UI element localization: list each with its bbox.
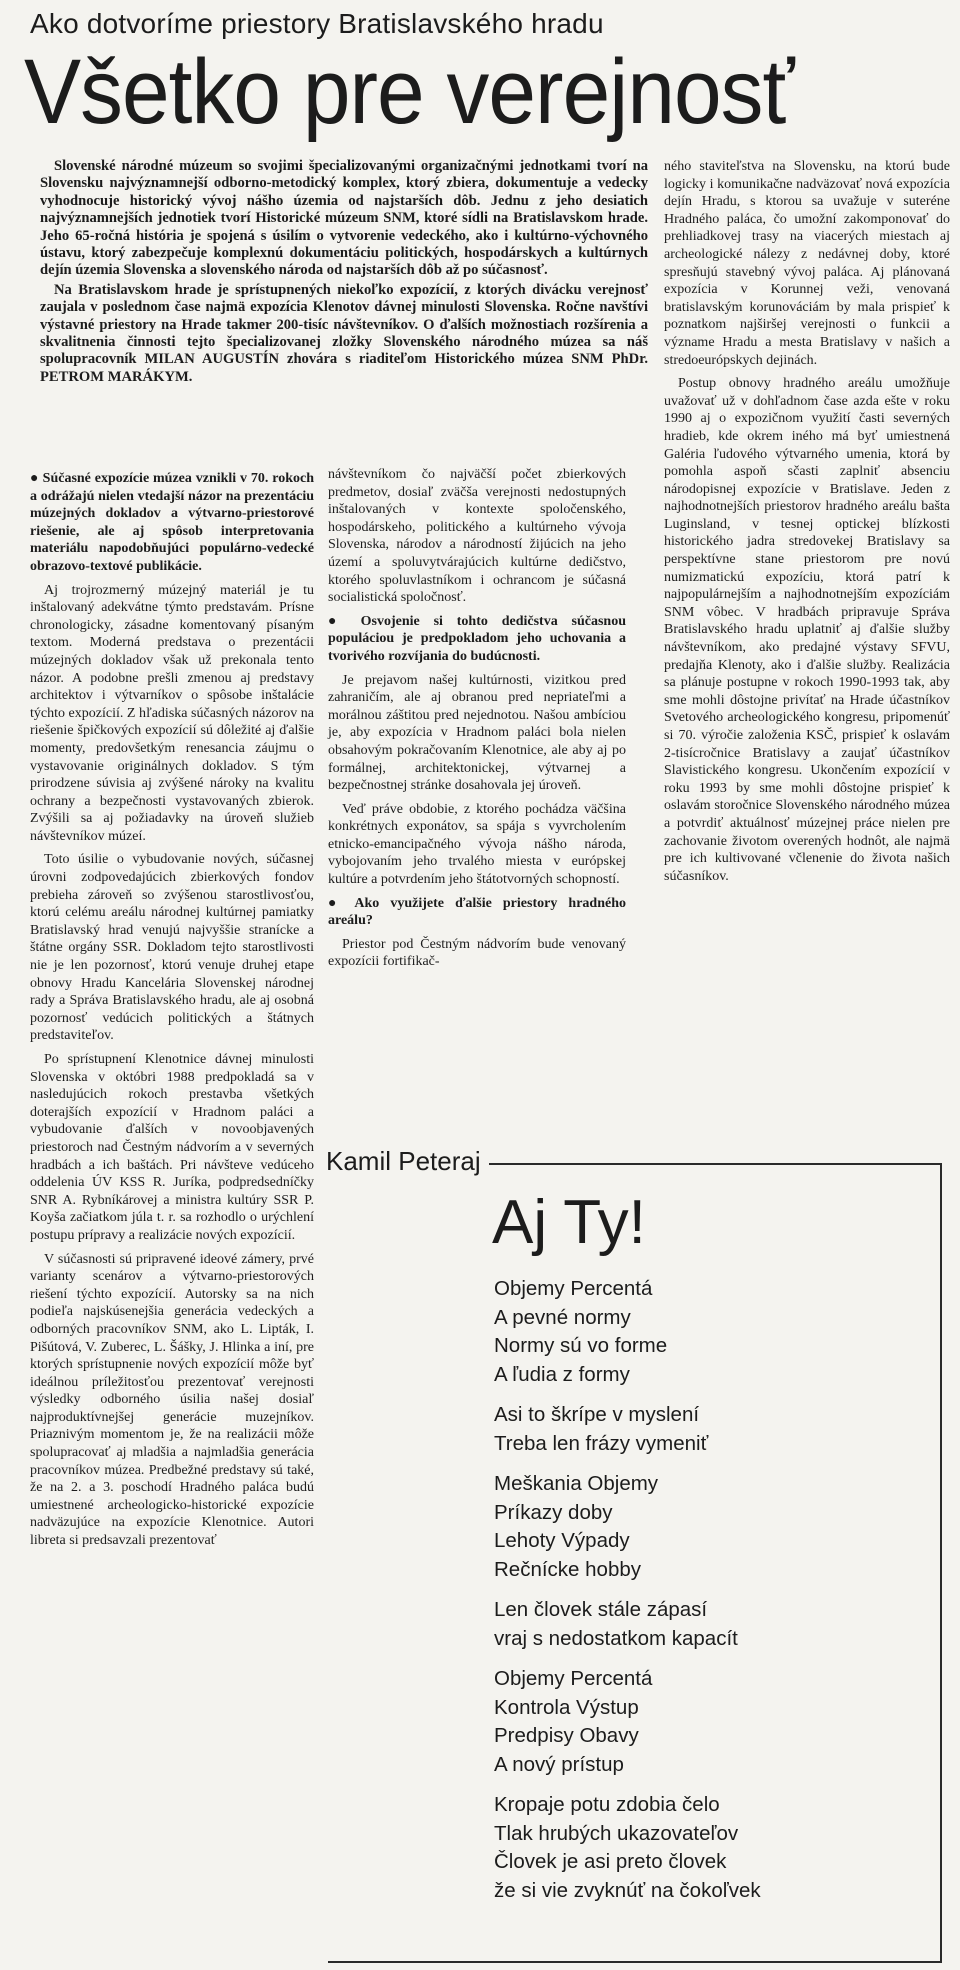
intro-paragraph: Slovenské národné múzeum so svojimi špecializovanými organizačnými jednotkami tvorí na Slovensku najvýznamnejší odborno-metodický komplex, ktorý zbiera, dokumentuje a vedecky vyhodnocuje historický vývoj nášho územia od najstarších dôb. Jednu z jeho desiatich najvýznamnejších jednotiek tvorí Historické múzeum SNM, ktoré sídli na Bratislavskom hrade. Jeho 65-ročná história je spojená s úsilím o vytvorenie vedeckého, ako i kultúrno-výchovného ústavu, ktorý zabezpečuje komplexnú dokumentáciu politických, hospodárskych a kultúrnych dejín územia Slovenska a slovenského národa od najstarších dôb až po súčasnosť. [40, 158, 648, 279]
body-paragraph: Po sprístupnení Klenotnice dávnej minulosti Slovenska v októbri 1988 predpokladá sa v nasledujúcich rokoch prestavba všetkých doterajších expozícií v Hradnom paláci a vybudovanie ďalších v novoobjavených priestoroch nad Čestným nádvorím a v severných hradbách a ich baštách. Pri návšteve vedúceho oddelenia ÚV KSS R. Juríka, podpredsedníčky SNR A. Rybníkárovej a ministra kultúry SSR P. Koyša začiatkom júla t. r. sa rozhodlo o urýchlení postupu prípravy a realizácie nových expozícií. [30, 1052, 314, 1243]
body-paragraph: návštevníkom čo najväčší počet zbierkových predmetov, dosiaľ zväčša verejnosti nedostupných inštalovaných v kontexte spoločenského, hospodárskeho, politického a kultúrneho vývoja Slovenska, národov a národností žijúcich na jeho území a spoluvytvárajúcich kultúrne dedičstvo, ktorého spoluvlastníkom i ochrancom je súčasná socialistická spoločnosť. [328, 467, 626, 606]
body-paragraph: ného staviteľstva na Slovensku, na ktorú bude logicky i komunikačne nadväzovať nová expozícia dejín Hradu, s ktorou sa uvažuje v suteréne Hradného paláca, čo umožní zakomponovať do prehliadkovej trasy na viacerých miestach aj archeologické nálezy z nedávnej doby, ktoré spresňujú stavebný vývoj paláca. Aj plánovaná expozícia v Korunnej veži, venovaná bratislavským korunováciám by mala prispieť k poznatkom najširšej verejnosti o funkcii a význame Hradu a mesta Bratislavy v našich a stredoeurópskych dejinách. [664, 159, 950, 368]
interview-question: ● Ako využijete ďalšie priestory hradného areálu? [328, 895, 626, 929]
body-paragraph: V súčasnosti sú pripravené ideové zámery, prvé varianty scenárov a výtvarno-priestorových riešení týchto expozícií. Autorsky sa na nich podieľa najskúsenejšia generácia vedeckých a odborných pracovníkov SNM, ako L. Lipták, I. Pišútová, V. Zubereс, L. Šášky, J. Hlinka a iní, pre ktorých sprístupnenie nových expozícií môže byť ideálnou príležitosťou prezentovať verejnosti výsledky odborného úsilia našej dosiaľ najproduktívnejšej generácie muzejníkov. Priaznivým momentom je, že na realizácii môže spolupracovať aj mladšia a najmladšia generácia pracovníkov múzea. Predbežné predstavy sú také, že na 2. a 3. poschodí Hradného paláca budú umiestnené archeologicko-historické expozície nadväzujúce na expozície Klenotnice. Autori libreta si predsavzali prezentovať [30, 1251, 314, 1549]
poem-line: A ľudia z formy [494, 1362, 630, 1386]
article-column-middle [328, 466, 626, 977]
poem-author: Kamil Peteraj [326, 1146, 489, 1177]
poem-line: A pevné normy [494, 1305, 631, 1329]
poem-line: že si vie zvyknúť na čokoľvek [494, 1878, 761, 1902]
article-column-right [664, 158, 950, 891]
poem-line: Kropaje potu zdobia čelo [494, 1793, 720, 1816]
poem-stanza [494, 1470, 934, 1584]
poem-line: Kontrola Výstup [494, 1695, 639, 1719]
poem-line: Treba len frázy vymeniť [494, 1431, 709, 1455]
poem-line: Tlak hrubých ukazovateľov [494, 1821, 739, 1845]
poem-stanza [494, 1275, 934, 1389]
poem-line: Lehoty Výpady [494, 1529, 630, 1552]
body-paragraph: Postup obnovy hradného areálu umožňuje uvažovať už v dohľadnom čase azda ešte v roku 1990 aj o expozičnom využití časti severných hradieb, kde okrem iného má byť umiestnená Galéria ľudového výtvarného umenia, ktorá by pomohla aspoň sčasti zaplniť absenciu národopisnej expozície v Bratislave. Jeden z najhodnotnejších priestorov hradného areálu bašta Luginsland, v tesnej optickej blízkosti historického jadra stredovekej Bratislavy sa perspektívne stane priestorom pre novú numizmatickú expozíciu, ktorá patrí k najpopulárnejším a najhodnotnejším expozíciám SNM vôbec. V hradbách pripravuje Správa Bratislavského hradu uplatniť aj ďalšie služby návštevníkom, ako predajné výstavy SFVU, predajňa Klenoty, ako i ďalšie služby. Realizácia sa plánuje postupne v rokoch 1990-1993 tak, aby sme mohli dôstojne privítať na Hrade účastníkov Svetového archeologického kongresu, pripomenúť si 70. výročie založenia KSČ, prispieť k oslavám 2-tisícročnice Bratislavy a zaujať účastníkov Slavistického kongresu. Ukončením expozícií v roku 1993 by sme mohli dôstojne prispieť k oslavám storočnice Slovenského národného múzea a potvrdiť aktuálnosť múzejnej práce nielen pre zachovanie životom overených hodnôt, ale najmä pre ich kultivované včlenenie do života našich súčasníkov. [664, 376, 950, 884]
body-paragraph: Aj trojrozmerný múzejný materiál je tu inštalovaný adekvátne týmto predstavám. Prísne chronologicky, zásadne komentovaný písaným textom. Moderná predstava o prezentácii múzejných dokladov však už prekonala tento názor. A podobne prešli zmenou aj predstavy architektov i výtvarníkov o spôsobe inštalácie týchto expozícií. Z hľadiska súčasných názorov na riešenie špičkových expozícií sú dôležité aj ďalšie momenty, predovšetkým renesancia záujmu o vystavovanie originálnych dokladov. S tým prirodzene súvisia aj zvýšené nároky na kvalitu ochrany a bezpečnosti vystavovaných zbierok. Zvýšili sa aj požiadavky na úroveň služieb návštevníkov múzeí. [30, 582, 314, 844]
article-intro [40, 158, 648, 388]
body-paragraph: Veď práve obdobie, z ktorého pochádza väčšina konkrétnych exponátov, sa spája s vyvrcholením etnicko-emancipačného vývoja nášho národa, vybojovaním jeho trvalého miesta v európskej kultúre a potvrdením jeho štátotvorných schopností. [328, 801, 626, 888]
body-paragraph: Priestor pod Čestným nádvorím bude venovaný expozícii fortifikač- [328, 936, 626, 970]
article-headline: Všetko pre verejnosť [24, 41, 794, 143]
poem-line: A nový prístup [494, 1752, 624, 1776]
poem-body [494, 1275, 934, 1917]
poem-line: Človek je asi preto človek [494, 1850, 727, 1873]
poem-line: Objemy Percentá [494, 1667, 653, 1690]
article-kicker: Ako dotvoríme priestory Bratislavského hradu [30, 8, 604, 39]
poem-line: Len človek stále zápasí [494, 1598, 708, 1621]
poem-line: Príkazy doby [494, 1500, 613, 1524]
poem-line: vraj s nedostatkom kapacít [494, 1626, 738, 1650]
poem-stanza [494, 1665, 934, 1779]
poem-line: Predpisy Obavy [494, 1724, 639, 1747]
interview-question: ● Súčasné expozície múzea vznikli v 70. rokoch a odrážajú nielen vtedajší názor na prezentáciu múzejných dokladov a výtvarno-priestorové riešenie, ale aj spôsob interpretovania materiálu napodobňujúci populárno-vedecké obrazovo-textové publikácie. [30, 471, 314, 574]
poem-line: Normy sú vo forme [494, 1334, 668, 1357]
body-paragraph: Je prejavom našej kultúrnosti, vizitkou pred zahraničím, ale aj obranou pred nepriateľmi a morálnou záštitou pred nejednotou. Našou ambíciou je, aby expozícia v Hradnom paláci bola nielen obsahovým pokračovaním Klenotnice, ale aby aj po formálnej, architektonickej, výtvarnej a bezpečnostnej stránke dosahovala jej úroveň. [328, 672, 626, 794]
poem-line: Objemy Percentá [494, 1277, 653, 1300]
poem-line: Asi to škrípe v myslení [494, 1403, 700, 1426]
body-paragraph: Toto úsilie o vybudovanie nových, súčasnej úrovni zodpovedajúcich zbierkových fondov prebieha zároveň so zvýšenou starostlivosťou, ktorú celému areálu národnej kultúrnej pamiatky Bratislavský hrad venujú najvyššie stranícke a štátne orgány SSR. Dokladom tejto starostlivosti nie je len pozornosť, ktorú venuje druhej etape obnovy Hradu Kancelária Slovenskej národnej rady a Správa Bratislavského hradu, ale aj osobná pozornosť vedúcich politických a štátnych predstaviteľov. [30, 852, 314, 1044]
poem-title: Aj Ty! [492, 1188, 646, 1257]
poem-stanza [494, 1401, 934, 1458]
interview-question: ● Osvojenie si tohto dedičstva súčasnou populáciou je predpokladom jeho uchovania a tvorivého rozvíjania do budúcnosti. [328, 613, 626, 664]
intro-paragraph: Na Bratislavskom hrade je sprístupnených niekoľko expozícií, z ktorých divácku verejnosť zaujala v poslednom čase najmä expozícia Klenotov dávnej minulosti Slovenska. Ročne navštívi výstavné priestory na Hrade takmer 200-tisíc návštevníkov. O ďalších možnostiach rozšírenia a skvalitnenia činnosti tejto špecializovanej zložky Slovenského národného múzea sa náš spolupracovník MILAN AUGUSTÍN zhovára s riaditeľom Historického múzea SNM PhDr. PETROM MARÁKYM. [40, 281, 648, 385]
poem-line: Rečnícke hobby [494, 1557, 642, 1581]
poem-stanza [494, 1791, 934, 1905]
poem-line: Meškania Objemy [494, 1472, 659, 1495]
article-column-left [30, 466, 314, 1556]
poem-stanza [494, 1596, 934, 1653]
